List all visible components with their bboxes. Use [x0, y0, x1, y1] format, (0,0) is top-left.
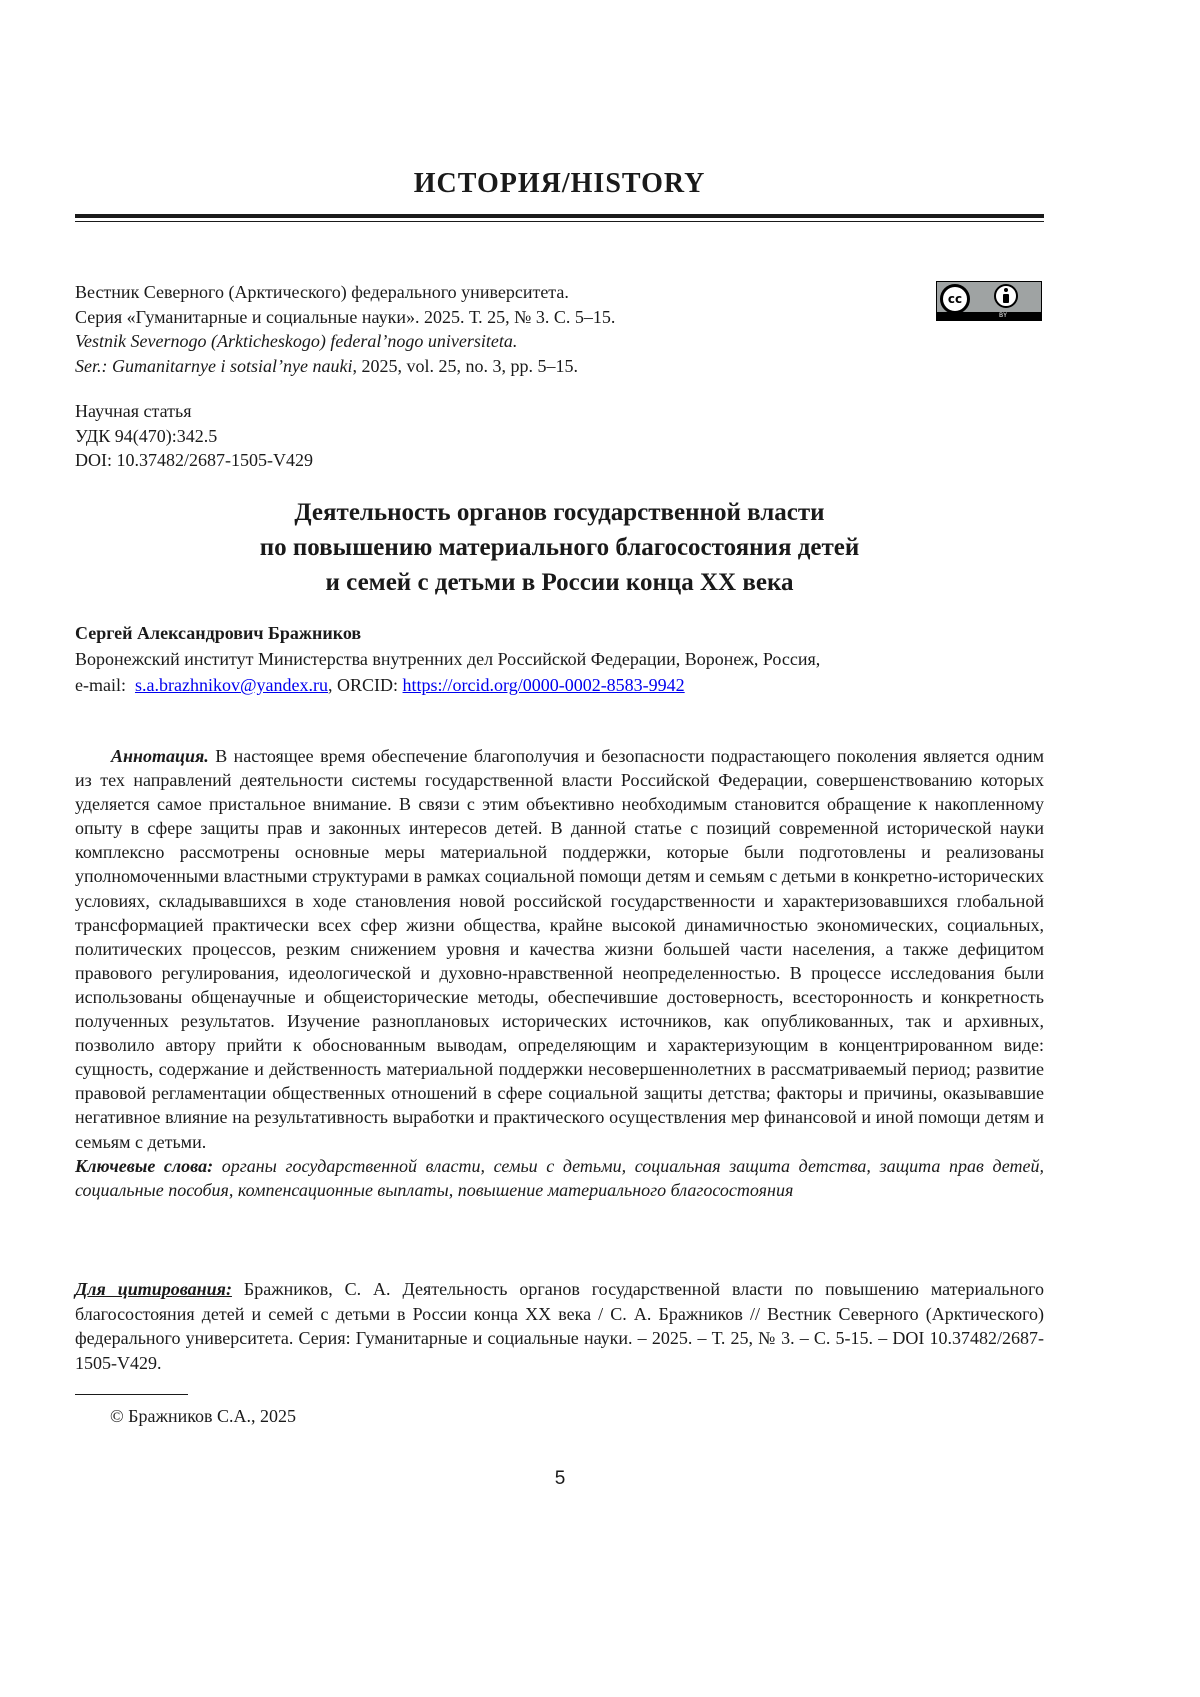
article-title	[75, 495, 1044, 600]
journal-line-3: Vestnik Severnogo (Arkticheskogo) federal’nogo universiteta.	[75, 331, 518, 351]
author-name: Сергей Александрович Бражников	[75, 623, 362, 643]
abstract-label: Аннотация.	[111, 746, 209, 766]
orcid-label: , ORCID:	[328, 675, 399, 695]
section-rule-thin	[75, 221, 1044, 222]
keywords-text: органы государственной власти, семьи с детьми, социальная защита детства, защита прав детей, социальные пособия, компенсационные выплаты, повышение материального благосостояния	[75, 1155, 1045, 1200]
email-link[interactable]: s.a.brazhnikov@yandex.ru	[134, 675, 329, 695]
footnote-rule	[75, 1394, 188, 1395]
by-label: BY	[999, 312, 1008, 319]
abstract-block	[75, 744, 1044, 1202]
cc-icon: cc	[940, 284, 970, 314]
author-affiliation: Воронежский институт Министерства внутренних дел Российской Федерации, Воронеж, Россия,	[75, 649, 821, 669]
journal-series-translit: Ser.: Gumanitarnye i sotsial’nye nauki	[75, 355, 353, 376]
article-title-line-2: по повышению материального благосостояния детей	[259, 534, 860, 561]
journal-line-4	[75, 354, 615, 379]
author-contacts	[75, 672, 820, 698]
keywords-paragraph	[75, 1154, 1044, 1202]
udk-code: УДК 94(470):342.5	[75, 425, 218, 446]
citation-label: Для цитирования:	[75, 1279, 232, 1299]
section-heading: ИСТОРИЯ/HISTORY	[413, 168, 706, 199]
abstract-paragraph	[75, 744, 1044, 1154]
abstract-text: В настоящее время обеспечение благополучия и безопасности подрастающего поколения является одним из тех направлений деятельности системы государственной власти Российской Федерации, совершенствованию которых уделяется самое пристальное внимание. В связи с этим объективно необходимым становится обращение к накопленному опыту в сфере защиты прав и законных интересов детей. В данной статье с позиций современной исторической науки комплексно рассмотрены основные меры материальной поддержки, которые были подготовлены и реализованы уполномоченными властными структурами в рамках социальной помощи детям и семьям с детьми в конкретно-исторических условиях, складывавшихся в ходе становления новой российской государственности и характеризовавшихся глобальной трансформацией практически всех сфер жизни общества, крайне высокой динамичностью экономических, социальных, политических процессов, резким снижением уровня и качества жизни большей части населения, а также дефицитом правового регулирования, идеологической и духовно-нравственной неопределенностью. В процессе исследования были использованы общенаучные и общеисторические методы, обеспечившие достоверность, всесторонность и конкретность полученных результатов. Изучение разноплановых исторических источников, как опубликованных, так и архивных, позволило автору прийти к обоснованным выводам, определяющим и характеризующим в концентрированном виде: сущность, содержание и действенность материальной поддержки несовершеннолетних в рассматриваемый период; развитие правовой регламентации общественных отношений в сфере социальной защиты детства; факторы и причины, оказывавшие негативное влияние на результативность выработки и практического осуществления мер финансовой и иной помощи детям и семьям с детьми.	[75, 746, 1045, 1152]
journal-line-1: Вестник Северного (Арктического) федерального университета.	[75, 282, 569, 302]
doi: DOI: 10.37482/2687-1505-V429	[75, 450, 313, 470]
article-type: Научная статья	[75, 401, 192, 421]
journal-line-2: Серия «Гуманитарные и социальные науки». 2025. Т. 25, № 3. С. 5–15.	[75, 306, 616, 327]
cc-by-license-badge[interactable]	[936, 281, 1042, 321]
citation-text: Бражников, С. А. Деятельность органов государственной власти по повышению материального благосостояния детей и семей с детьми в России конца XX века / С. А. Бражников // Вестник Северного (Арктического) федерального университета. Серия: Гуманитарные и социальные науки. – 2025. – Т. 25, № 3. – С. 5-15. – DOI 10.37482/2687-1505-V429.	[75, 1279, 1045, 1373]
citation-block	[75, 1277, 1044, 1375]
article-title-line-1: Деятельность органов государственной власти	[294, 499, 825, 526]
article-meta	[75, 399, 313, 473]
journal-series-details: , 2025, vol. 25, no. 3, pp. 5–15.	[352, 355, 578, 376]
citation-paragraph	[75, 1277, 1044, 1375]
article-title-line-3: и семей с детьми в России конца XX века	[325, 569, 794, 596]
section-rule-thick	[75, 214, 1044, 218]
author-block	[75, 620, 820, 698]
page-number: 5	[554, 1468, 566, 1489]
keywords-label: Ключевые слова:	[75, 1155, 214, 1176]
attribution-person-icon	[994, 284, 1018, 308]
orcid-link[interactable]: https://orcid.org/0000-0002-8583-9942	[402, 675, 685, 695]
journal-citation-block	[75, 280, 615, 378]
email-label: e-mail:	[75, 675, 126, 695]
copyright-note: © Бражников С.А., 2025	[110, 1406, 297, 1426]
